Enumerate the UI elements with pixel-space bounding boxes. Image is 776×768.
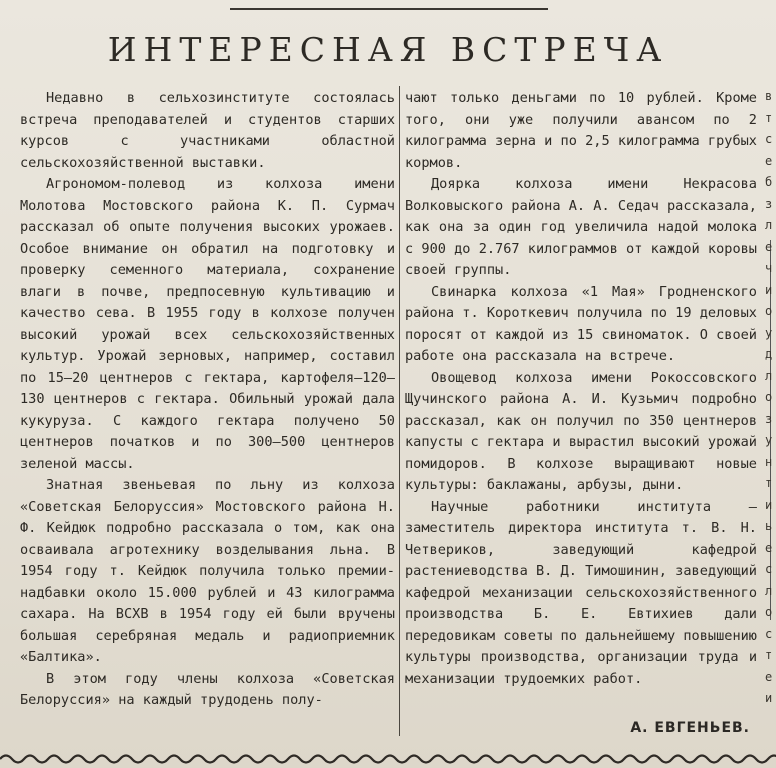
edge-letter: л	[765, 583, 773, 598]
edge-letter: с	[765, 626, 773, 641]
article-paragraph: Свинарка колхоза «1 Мая» Гродненского района т. Короткевич получила по 19 деловых поросят от каждой из 15 свиноматок. О своей работе она рассказала на встрече.	[405, 283, 757, 364]
edge-letter: е	[765, 239, 773, 254]
edge-letter: и	[765, 497, 773, 512]
edge-letter: з	[765, 411, 773, 426]
article-paragraph: Агрономом-полевод из колхоза имени Молотова Мостовского района К. П. Сурмач рассказал об опыте получения высоких урожаев. Особое внимание он обратил на подготовку и проверку семенного материала, сохранение влаги в почве, предпосевную культивацию и качество сева. В 1955 году в колхозе получен высокий урожай всех сельскохозяйственных культур. Урожай зерновых, например, составил по 15—20 центнеров с гектара, картофеля—120—130 центнеров с гектара. Обильный урожай дала кукуруза. С каждого гектара получено 50 центнеров початков и по 300—500 центнеров зеленой массы.	[20, 176, 395, 472]
article-paragraph: Доярка колхоза имени Некрасова Волковыского района А. А. Седач рассказала, как она за один год увеличила надой молока с 900 до 2.767 килограммов от каждой коровы своей группы.	[405, 176, 757, 278]
edge-letter: н	[765, 454, 773, 469]
adjacent-article-fragment	[765, 86, 776, 726]
edge-letter: ь	[765, 519, 773, 533]
article-author: А. ЕВГЕНЬЕВ.	[630, 720, 750, 736]
edge-letter: т	[765, 110, 773, 125]
article-paragraph: Знатная звеньевая по льну из колхоза «Советская Белоруссия» Мостовского района Н. Ф. Кейдюк подробно рассказала о том, как она осваивала агротехнику возделывания льна. В 1954 году т. Кейдюк получила только премии-надбавки около 15.000 рублей и 43 килограмма сахара. На ВСХВ в 1954 году ей были вручены большая серебряная медаль и радиоприемник «Балтика».	[20, 477, 395, 665]
edge-letter: о	[765, 605, 773, 619]
article-paragraph: Недавно в сельхозинституте состоялась встреча преподавателей и студентов старших курсов с участниками областной сельскохозяйственной выставки.	[20, 90, 395, 171]
article-paragraph: чают только деньгами по 10 рублей. Кроме того, они уже получили авансом по 2 килограмма зерна и по 2,5 килограмма грубых кормов.	[405, 90, 757, 171]
edge-letter: л	[765, 218, 773, 232]
article-right-column	[405, 88, 757, 748]
edge-letter: и	[765, 691, 773, 705]
edge-letter: с	[765, 132, 773, 146]
column-divider	[399, 86, 400, 736]
edge-letter: о	[765, 390, 773, 404]
edge-letter: б	[765, 175, 773, 189]
article-left-column	[20, 88, 395, 748]
edge-letter: и	[765, 282, 773, 297]
article-paragraph: Научные работники института — заместитель директора института т. В. Н. Четвериков, заведующий кафедрой растениеводства В. Д. Тимошинин, заведующий кафедрой механизации сельскохозяйственного производства Б. Е. Евтихиев дали передовикам советы по дальнейшему повышению культуры производства, организации труда и механизации трудоемких работ.	[405, 498, 757, 687]
edge-letter: е	[765, 540, 773, 555]
decorative-bottom-border	[0, 750, 776, 768]
edge-letter: е	[765, 669, 773, 684]
edge-letter: л	[765, 368, 773, 383]
edge-letter: з	[765, 196, 773, 211]
article-paragraph: Овощевод колхоза имени Рокоссовского Щучинского района А. И. Кузьмич подробно рассказал, как он получил по 350 центнеров капусты с гектара и вырастил высокий урожай помидоров. В колхозе выращивают новые культуры: баклажаны, арбузы, дыни.	[405, 369, 757, 493]
top-rule	[230, 8, 548, 10]
edge-letter: у	[765, 325, 773, 340]
edge-letter: т	[765, 648, 773, 662]
edge-letter: у	[765, 433, 773, 447]
edge-letter: о	[765, 304, 773, 318]
edge-letter: т	[765, 476, 773, 490]
edge-letter: с	[765, 562, 773, 576]
article-headline: ИНТЕРЕСНАЯ ВСТРЕЧА	[107, 30, 669, 69]
article-paragraph: В этом году члены колхоза «Советская Белоруссия» на каждый трудодень полу-	[20, 670, 395, 708]
edge-letter: е	[765, 153, 773, 168]
edge-letter: д	[765, 347, 773, 361]
edge-letter: ч	[765, 261, 773, 275]
edge-letter: в	[765, 89, 773, 103]
